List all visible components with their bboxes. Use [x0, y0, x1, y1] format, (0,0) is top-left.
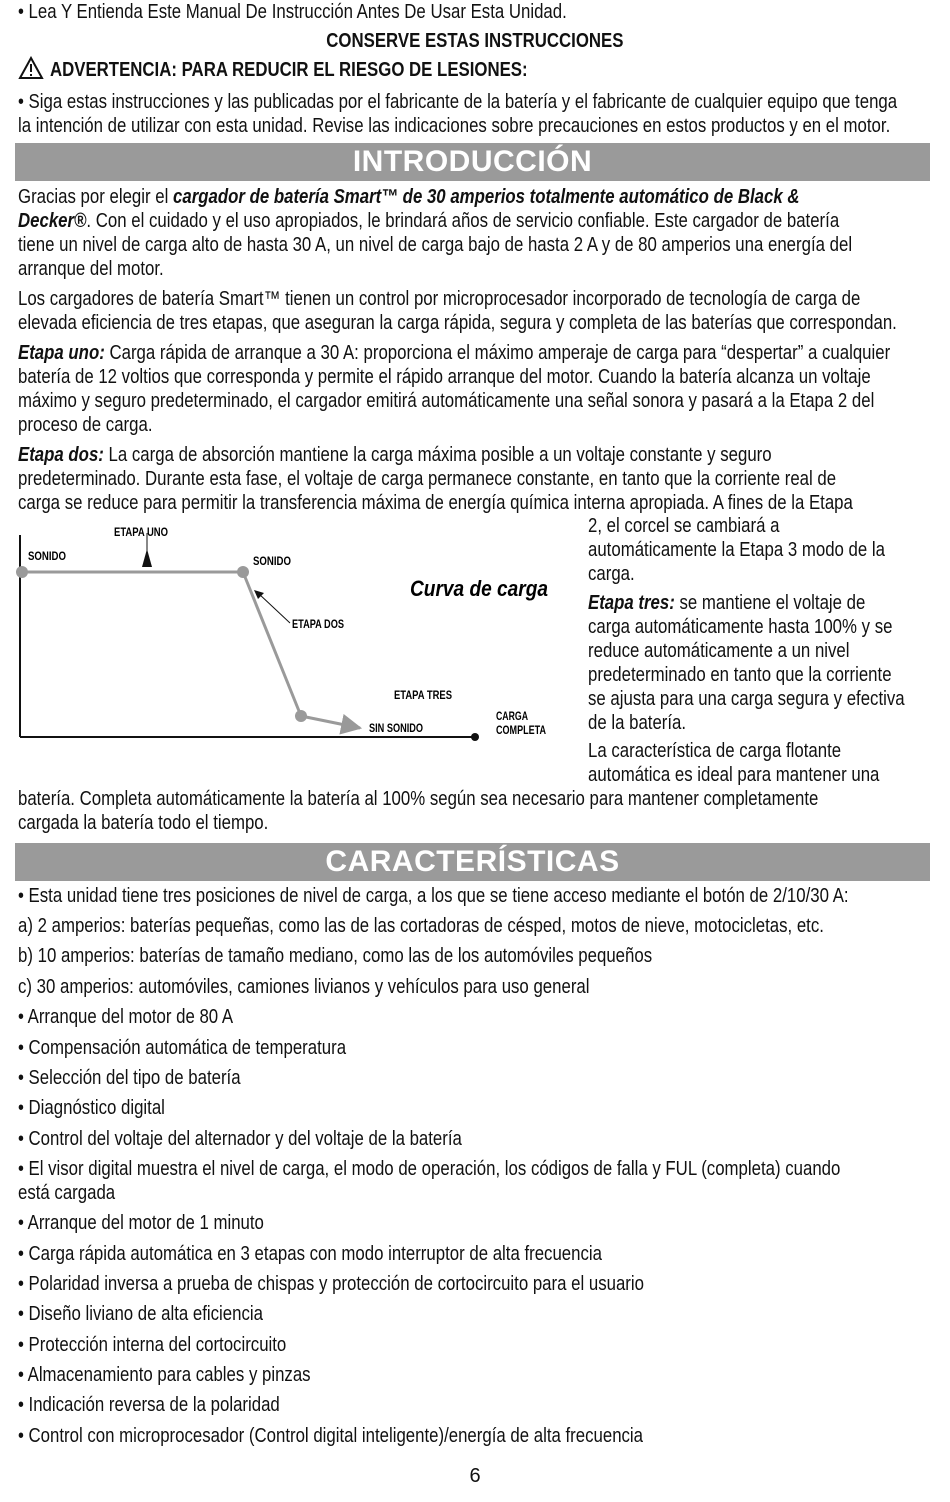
stage-three-line-1: Etapa tres: se mantiene el voltaje de: [588, 592, 866, 614]
label-etapa-tres: ETAPA TRES: [394, 688, 452, 702]
introduction-banner: INTRODUCCIÓN: [15, 143, 930, 181]
warning-line-2: la intención de utilizar con esta unidad. Revise las indicaciones sobre precauciones en estos productos y en el motor.: [18, 115, 891, 137]
stage-two-line-1: Etapa dos: La carga de absorción mantiene la carga máxima posible a un voltaje constante y seguro: [18, 444, 772, 466]
float-line-4: cargada la batería todo el tiempo.: [18, 812, 269, 834]
stage-three-line-2: carga automáticamente hasta 100% y se: [588, 616, 893, 638]
right-column-line-1: 2, el corcel se cambiará a: [588, 515, 780, 537]
intro-paragraph-line-4: arranque del motor.: [18, 258, 164, 280]
stage-one-line-3: máximo y seguro predeterminado, el cargador emitirá automáticamente una señal sonora y pasará a la Etapa 2 del: [18, 390, 875, 412]
label-completa: COMPLETA: [496, 723, 547, 737]
label-sin-sonido: SIN SONIDO: [369, 721, 423, 735]
charging-curve-diagram: [0, 515, 575, 755]
feature-item: está cargada: [18, 1182, 116, 1204]
top-instruction-line: • Lea Y Entienda Este Manual De Instrucción Antes De Usar Esta Unidad.: [18, 1, 567, 23]
etapa-uno-arrowhead: [142, 549, 152, 567]
curve-segment-stage-three: [301, 716, 360, 728]
feature-item: • Compensación automática de temperatura: [18, 1037, 347, 1059]
keep-instructions-heading: CONSERVE ESTAS INSTRUCCIONES: [326, 30, 624, 52]
feature-item: • Diseño liviano de alta eficiencia: [18, 1303, 263, 1325]
intro-paragraph-line-1: Gracias por elegir el cargador de batería Smart™ de 30 amperios totalmente automático de Black &: [18, 186, 800, 208]
float-line-3: batería. Completa automáticamente la batería al 100% según sea necesario para mantener completamente: [18, 788, 819, 810]
float-line-1: La característica de carga flotante: [588, 740, 842, 762]
right-column-line-3: carga.: [588, 563, 635, 585]
smart-paragraph-line-1: Los cargadores de batería Smart™ tienen un control por microprocesador incorporado de tecnología de carga de: [18, 288, 861, 310]
sonido-point-1: [16, 566, 28, 578]
label-sonido-1: SONIDO: [28, 549, 66, 563]
stage-one-line-2: batería de 12 voltios que corresponda y permite el rápido arranque del motor. Cuando la batería alcanza un voltaje: [18, 366, 871, 388]
stage-three-point: [295, 710, 307, 722]
full-charge-point: [471, 733, 479, 741]
stage-three-line-5: se ajusta para una carga segura y efectiva: [588, 688, 905, 710]
warning-triangle-icon: [18, 56, 44, 80]
feature-item: • Control con microprocesador (Control digital inteligente)/energía de alta frecuencia: [18, 1425, 644, 1447]
right-column-line-2: automáticamente la Etapa 3 modo de la: [588, 539, 885, 561]
features-banner: CARACTERÍSTICAS: [15, 843, 930, 881]
label-etapa-dos: ETAPA DOS: [292, 617, 344, 631]
stage-three-line-4: predeterminado en tanto que la corriente: [588, 664, 892, 686]
feature-item: • Almacenamiento para cables y pinzas: [18, 1364, 311, 1386]
feature-item: • Esta unidad tiene tres posiciones de nivel de carga, a los que se tiene acceso mediante el botón de 2/10/30 A:: [18, 885, 849, 907]
feature-item: • Arranque del motor de 1 minuto: [18, 1212, 264, 1234]
float-line-2: automática es ideal para mantener una: [588, 764, 880, 786]
feature-item: a) 2 amperios: baterías pequeñas, como las de las cortadoras de césped, motos de nieve, motocicletas, etc.: [18, 915, 824, 937]
diagram-title: Curva de carga: [410, 576, 548, 601]
intro-paragraph-line-3: tiene un nivel de carga alto de hasta 30 A, un nivel de carga bajo de hasta 2 A y de 80 amperios una energía del: [18, 234, 853, 256]
intro-paragraph-line-2: Decker®. Con el cuidado y el uso apropiados, le brindará años de servicio confiable. Este cargador de batería: [18, 210, 840, 232]
feature-item: • Protección interna del cortocircuito: [18, 1334, 287, 1356]
label-sonido-2: SONIDO: [253, 554, 291, 568]
feature-item: • Diagnóstico digital: [18, 1097, 165, 1119]
stage-one-line-1: Etapa uno: Carga rápida de arranque a 30 A: proporciona el máximo amperaje de carga para “despertar” a cualquier: [18, 342, 891, 364]
feature-item: c) 30 amperios: automóviles, camiones livianos y vehículos para uso general: [18, 976, 590, 998]
feature-item: • Selección del tipo de batería: [18, 1067, 241, 1089]
label-carga: CARGA: [496, 709, 529, 723]
feature-item: • Arranque del motor de 80 A: [18, 1006, 234, 1028]
feature-item: • Control del voltaje del alternador y del voltaje de la batería: [18, 1128, 462, 1150]
curve-segment-stage-two: [243, 572, 301, 716]
sonido-point-2: [237, 566, 249, 578]
warning-heading: ADVERTENCIA: PARA REDUCIR EL RIESGO DE LESIONES:: [50, 59, 528, 81]
stage-three-line-6: de la batería.: [588, 712, 687, 734]
stage-two-line-3: carga se reduce para permitir la transferencia máxima de energía química interna apropiada. A fines de la Etapa: [18, 492, 853, 514]
stage-three-line-3: reduce automáticamente a un nivel: [588, 640, 850, 662]
label-etapa-uno: ETAPA UNO: [114, 525, 168, 539]
feature-item: b) 10 amperios: baterías de tamaño mediano, como las de los automóviles pequeños: [18, 945, 653, 967]
smart-paragraph-line-2: elevada eficiencia de tres etapas, que aseguran la carga rápida, segura y completa de las baterías que correspondan.: [18, 312, 897, 334]
feature-item: • Polaridad inversa a prueba de chispas y protección de cortocircuito para el usuario: [18, 1273, 644, 1295]
stage-two-line-2: predeterminado. Durante esta fase, el voltaje de carga permanece constante, en tanto que la corriente real de: [18, 468, 837, 490]
warning-line-1: • Siga estas instrucciones y las publicadas por el fabricante de la batería y el fabricante de cualquier equipo que tenga: [18, 91, 898, 113]
stage-one-line-4: proceso de carga.: [18, 414, 153, 436]
page-number: 6: [469, 1465, 481, 1487]
feature-item: • Carga rápida automática en 3 etapas con modo interruptor de alta frecuencia: [18, 1243, 602, 1265]
feature-item: • El visor digital muestra el nivel de carga, el modo de operación, los códigos de falla y FUL (completa) cuando: [18, 1158, 841, 1180]
feature-item: • Indicación reversa de la polaridad: [18, 1394, 280, 1416]
